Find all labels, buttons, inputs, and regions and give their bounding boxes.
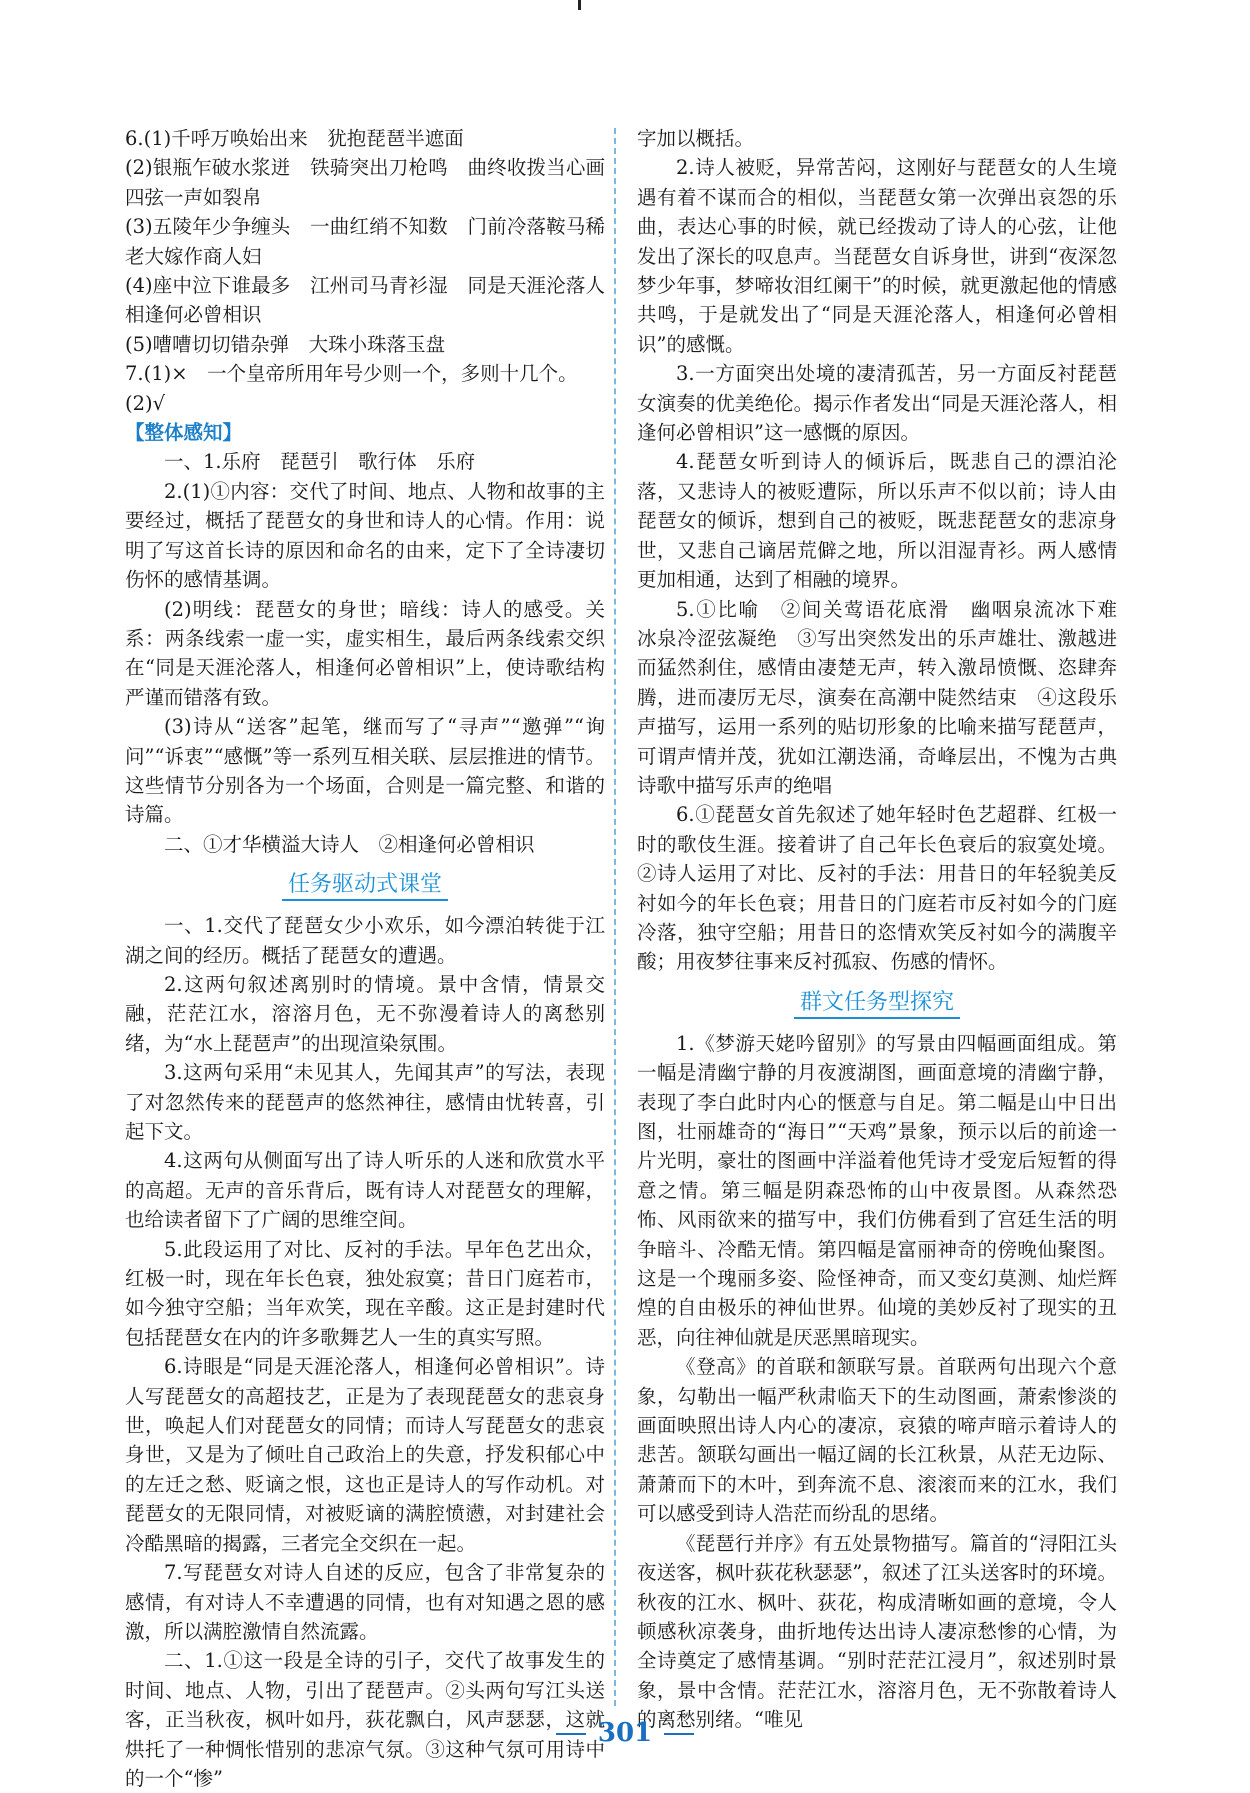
answer-paragraph: 二、1.①这一段是全诗的引子，交代了故事发生的时间、地点、人物，引出了琵琶声。②头两句写江头送客，正当秋夜，枫叶如丹，荻花飘白，风声瑟瑟，这就烘托了一种惆怅惜别的悲凉气氛。③这种气氛可用诗中的一个“惨” bbox=[125, 1649, 605, 1790]
page-footer bbox=[0, 1718, 1250, 1748]
answer-line: 7.(1)× 一个皇帝所用年号少则一个，多则十几个。 bbox=[125, 362, 578, 386]
footer-dash-right bbox=[664, 1733, 694, 1735]
section-tag-overall: 【整体感知】 bbox=[125, 421, 243, 445]
answer-paragraph: 5.①比喻 ②间关莺语花底滑 幽咽泉流冰下难 冰泉冷涩弦凝绝 ③写出突然发出的乐声雄壮、激越进而猛然刹住，感情由凄楚无声，转入激昂愤慨、恣肆奔腾，进而凄厉无尽，演奏在高潮中陡然结束 ④这段乐声描写，运用一系列的贴切形象的比喻来描写琵琶声，可谓声情并茂，犹如江潮迭涌，奇峰层出，不愧为古典诗歌中描写乐声的绝唱 bbox=[637, 597, 1137, 797]
answer-paragraph: 一、1.交代了琵琶女少小欢乐，如今漂泊转徙于江湖之间的经历。概括了琵琶女的遭遇。 bbox=[125, 914, 605, 967]
answer-line: (2)√ bbox=[125, 391, 166, 415]
answer-paragraph: 2.诗人被贬，异常苦闷，这刚好与琵琶女的人生境遇有着不谋而合的相似，当琵琶女第一次弹出哀怨的乐曲，表达心事的时候，就已经拨动了诗人的心弦，让他发出了深长的叹息声。当琵琶女自诉身世，讲到“夜深忽梦少年事，梦啼妆泪红阑干”的时候，就更激起他的情感共鸣，于是就发出了“同是天涯沦落人，相逢何必曾相识”的感慨。 bbox=[637, 156, 1117, 356]
answer-line: (2)银瓶乍破水浆迸 铁骑突出刀枪鸣 曲终收拨当心画 四弦一声如裂帛 bbox=[125, 156, 625, 209]
page-number: 301 bbox=[597, 1718, 653, 1748]
answer-paragraph: 3.一方面突出处境的凄清孤苦，另一方面反衬琵琶女演奏的优美绝伦。揭示作者发出“同是天涯沦落人，相逢何必曾相识”这一感慨的原因。 bbox=[637, 362, 1117, 445]
answer-paragraph: 5.此段运用了对比、反衬的手法。早年色艺出众，红极一时，现在年长色衰，独处寂寞；昔日门庭若市，如今独守空船；当年欢笑，现在辛酸。这正是封建时代包括琵琶女在内的许多歌舞艺人一生的真实写照。 bbox=[125, 1237, 605, 1349]
answer-paragraph: 二、①才华横溢大诗人 ②相逢何必曾相识 bbox=[164, 832, 535, 856]
answer-paragraph: 4.琵琶女听到诗人的倾诉后，既悲自己的漂泊沦落，又悲诗人的被贬遭际，所以乐声不似以前；诗人由琵琶女的倾诉，想到自己的被贬，既悲琵琶女的悲凉身世，又悲自己谪居荒僻之地，所以泪湿青衫。两人感情更加相通，达到了相融的境界。 bbox=[637, 450, 1117, 592]
answer-line: 6.(1)千呼万唤始出来 犹抱琵琶半遮面 bbox=[125, 127, 464, 150]
answer-paragraph: 一、1.乐府 琵琶引 歌行体 乐府 bbox=[164, 450, 476, 474]
right-column bbox=[637, 124, 1137, 1735]
answer-line: (3)五陵年少争缠头 一曲红绡不知数 门前冷落鞍马稀 老大嫁作商人妇 bbox=[125, 215, 625, 268]
answer-paragraph: 《琵琶行并序》有五处景物描写。篇首的“浔阳江头夜送客，枫叶荻花秋瑟瑟”，叙述了江头送客时的环境。秋夜的江水、枫叶、荻花，构成清晰如画的意境，令人顿感秋凉袭身，曲折地传达出诗人凄凉愁惨的心情，为全诗奠定了感情基调。“别时茫茫江浸月”，叙述别时景象，景中含情。茫茫江水，溶溶月色，无不弥散着诗人的离愁别绪。“唯见 bbox=[637, 1531, 1117, 1732]
column-divider bbox=[614, 128, 616, 1706]
answer-paragraph: 1.《梦游天姥吟留别》的写景由四幅画面组成。第一幅是清幽宁静的月夜渡湖图，画面意境的清幽宁静，表现了李白此时内心的惬意与自足。第二幅是山中日出图，壮丽雄奇的“海日”“天鸡”景象，预示以后的前途一片光明，豪壮的图画中洋溢着他凭诗才受宠后短暂的得意之情。第三幅是阴森恐怖的山中夜景图。从森然恐怖、风雨欲来的描写中，我们仿佛看到了宫廷生活的明争暗斗、冷酷无情。第四幅是富丽神奇的傍晚仙聚图。这是一个瑰丽多姿、险怪神奇，而又变幻莫测、灿烂辉煌的自由极乐的神仙世界。仙境的美妙反衬了现实的丑恶，向往神仙就是厌恶黑暗现实。 bbox=[637, 1031, 1117, 1349]
answer-paragraph: 6.诗眼是“同是天涯沦落人，相逢何必曾相识”。诗人写琵琶女的高超技艺，正是为了表现琵琶女的悲哀身世，唤起人们对琵琶女的同情；而诗人写琵琶女的悲哀身世，又是为了倾吐自己政治上的失意，抒发积郁心中的左迁之愁、贬谪之恨，这也正是诗人的写作动机。对琵琶女的无限同情，对被贬谪的满腔愤懑，对封建社会冷酷黑暗的揭露，三者完全交织在一起。 bbox=[125, 1355, 605, 1555]
answer-paragraph: 7.写琵琶女对诗人自述的反应，包含了非常复杂的感情，有对诗人不幸遭遇的同情，也有对知遇之恩的感激，所以满腔激情自然流露。 bbox=[125, 1561, 605, 1643]
answer-paragraph: 字加以概括。 bbox=[637, 127, 755, 150]
section-heading-task: 任务驱动式课堂 bbox=[125, 867, 605, 903]
answer-paragraph: 2.这两句叙述离别时的情境。景中含情，情景交融，茫茫江水，溶溶月色，无不弥漫着诗人的离愁别绪，为“水上琵琶声”的出现渲染氛围。 bbox=[125, 972, 605, 1055]
answer-paragraph: (2)明线：琵琶女的身世；暗线：诗人的感受。关系：两条线索一虚一实，虚实相生，最后两条线索交织在“同是天涯沦落人，相逢何必曾相识”上，使诗歌结构严谨而错落有致。 bbox=[125, 597, 605, 709]
answer-line: (5)嘈嘈切切错杂弹 大珠小珠落玉盘 bbox=[125, 332, 446, 356]
section-heading-group: 群文任务型探究 bbox=[637, 985, 1117, 1021]
top-mark bbox=[578, 0, 581, 10]
answer-paragraph: (3)诗从“送客”起笔，继而写了“寻声”“邀弹”“询问”“诉衷”“感慨”等一系列互相关联、层层推进的情节。这些情节分别各为一个场面，合则是一篇完整、和谐的诗篇。 bbox=[125, 715, 605, 827]
answer-paragraph: 3.这两句采用“未见其人，先闻其声”的写法，表现了对忽然传来的琵琶声的悠然神往，感情由忧转喜，引起下文。 bbox=[125, 1061, 605, 1143]
answer-paragraph: 4.这两句从侧面写出了诗人听乐的人迷和欣赏水平的高超。无声的音乐背后，既有诗人对琵琶女的理解，也给读者留下了广阔的思维空间。 bbox=[125, 1149, 605, 1232]
answer-paragraph: 2.(1)①内容：交代了时间、地点、人物和故事的主要经过，概括了琵琶女的身世和诗人的心情。作用：说明了写这首长诗的原因和命名的由来，定下了全诗凄切伤怀的感情基调。 bbox=[125, 479, 605, 592]
answer-paragraph: 《登高》的首联和颔联写景。首联两句出现六个意象，勾勒出一幅严秋肃临天下的生动图画，萧索惨淡的画面映照出诗人内心的凄凉，哀猿的啼声暗示着诗人的悲苦。颔联勾画出一幅辽阔的长江秋景，从茫无边际、萧萧而下的木叶，到奔流不息、滚滚而来的江水，我们可以感受到诗人浩茫而纷乱的思绪。 bbox=[637, 1355, 1117, 1526]
answer-paragraph: 6.①琵琶女首先叙述了她年轻时色艺超群、红极一时的歌伎生涯。接着讲了自己年长色衰后的寂寞处境。②诗人运用了对比、反衬的手法：用昔日的年轻貌美反衬如今的年长色衰；用昔日的门庭若市反衬如今的门庭冷落，独守空船；用昔日的恣情欢笑反衬如今的满腹辛酸；用夜梦往事来反衬孤寂、伤感的情怀。 bbox=[637, 803, 1117, 974]
footer-dash-left bbox=[556, 1733, 586, 1735]
answer-line: (4)座中泣下谁最多 江州司马青衫湿 同是天涯沦落人 相逢何必曾相识 bbox=[125, 274, 625, 327]
